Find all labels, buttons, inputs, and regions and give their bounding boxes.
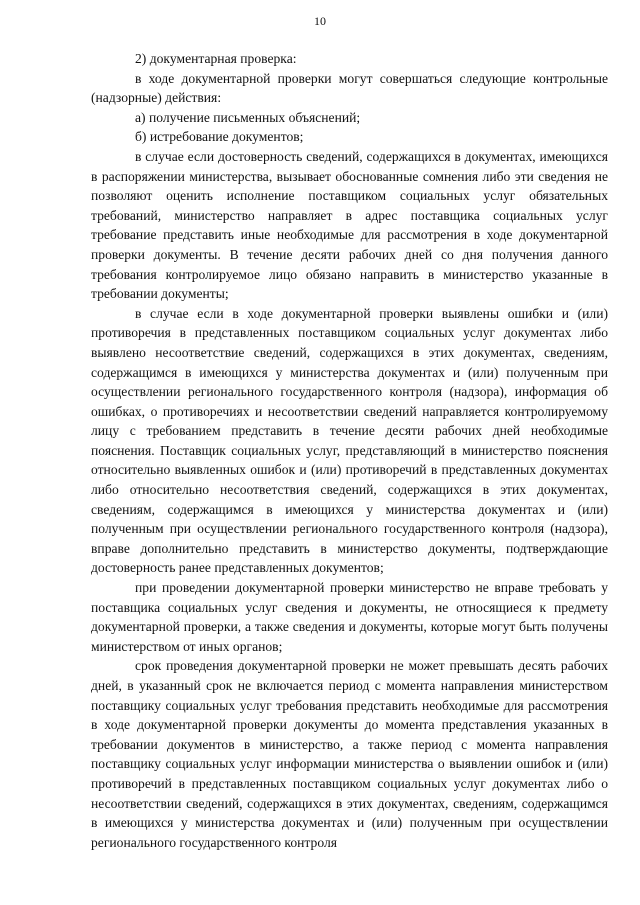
paragraph-item-b: б) истребование документов; (135, 129, 304, 145)
paragraph-errors-clarification: в случае если в ходе документарной проверки выявлены ошибки и (или) противоречия в представленных поставщиком социальных услуг документах либо выявлено несоответствие сведений, содержащихся в этих документах, сведениям, содержащимся в имеющихся у министерства документах и (или) полученным при осуществлении регионального государственного контроля (надзора), информация об ошибках, о противоречиях и несоответствии сведений направляется контролируемому лицу с требованием представить в течение десяти рабочих дней необходимые пояснения. Поставщик социальных услуг, представляющий в министерство пояснения относительно выявленных ошибок и (или) противоречий в представленных документах либо относительно несоответствия сведений, содержащихся в этих документах, сведениям, содержащимся в имеющихся у министерства документах и (или) полученным при осуществлении регионального государственного контроля (надзора), вправе дополнительно представить в министерство документы, подтверждающие достоверность ранее представленных документов; (91, 305, 608, 576)
paragraph-document-request: в случае если достоверность сведений, содержащихся в документах, имеющихся в распоряжении министерства, вызывает обоснованные сомнения либо эти сведения не позволяют оценить исполнение поставщиком социальных услуг обязательных требований, министерство направляет в адрес поставщика социальных услуг требование представить иные необходимые для рассмотрения в ходе документарной проверки документы. В течение десяти рабочих дней со дня получения данного требования контролируемое лицо обязано направить в министерство указанные в требовании документы; (91, 148, 608, 302)
paragraph-inspection-term: срок проведения документарной проверки не может превышать десять рабочих дней, в указанный срок не включается период с момента направления министерством поставщику социальных услуг требования представить необходимые для рассмотрения в ходе документарной проверки документы до момента представления указанных в требовании документов в министерство, а также период с момента направления поставщику социальных услуг информации министерства о выявлении ошибок и (или) противоречий в представленных поставщиком социальных услуг документах либо о несоответствии сведений, содержащихся в этих документах, сведениям, содержащимся в имеющихся у министерства документах и (или) полученным при осуществлении регионального государственного контроля (91, 658, 608, 850)
paragraph-item-a: а) получение письменных объяснений; (135, 109, 361, 125)
paragraph-subsection-2: 2) документарная проверка: (135, 51, 297, 66)
page-number: 10 (314, 14, 326, 28)
paragraph-restrictions: при проведении документарной проверки министерство не вправе требовать у поставщика социальных услуг сведения и документы, не относящиеся к предмету документарной проверки, а также сведения и документы, которые могут быть получены министерством от иных органов; (91, 580, 608, 654)
document-body (91, 49, 608, 852)
paragraph-control-actions: в ходе документарной проверки могут совершаться следующие контрольные (надзорные) действия: (91, 70, 608, 106)
